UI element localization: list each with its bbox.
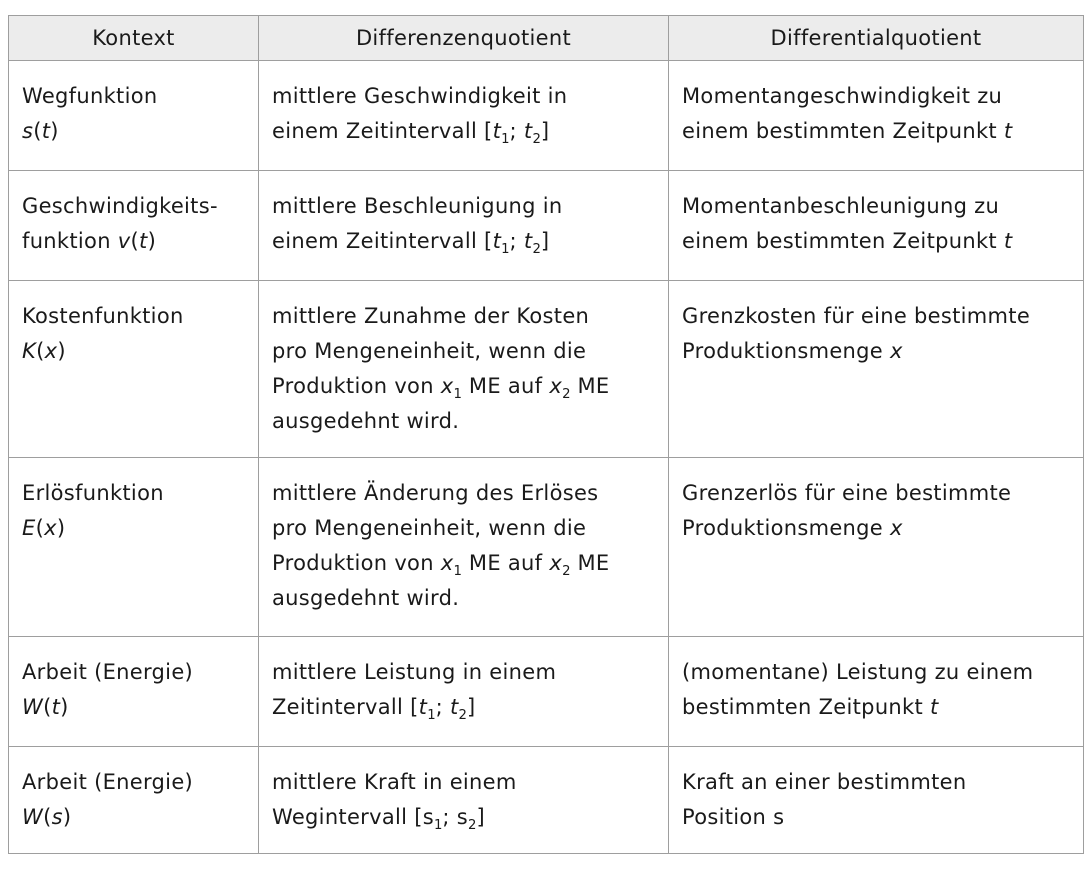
- cell-line: Produktionsmenge x: [682, 516, 903, 540]
- cell-differentialquotient: [669, 281, 1084, 458]
- table-row: [9, 281, 1084, 458]
- cell-line: Erlösfunktion: [22, 481, 164, 505]
- cell-differenzenquotient: [259, 61, 669, 171]
- cell-kontext: [9, 458, 259, 637]
- cell-differenzenquotient: [259, 281, 669, 458]
- cell-differentialquotient: [669, 747, 1084, 854]
- cell-differentialquotient: [669, 458, 1084, 637]
- cell-line: Geschwindigkeits-: [22, 194, 218, 218]
- cell-line: mittlere Änderung des Erlöses: [272, 481, 599, 505]
- cell-differenzenquotient: [259, 458, 669, 637]
- cell-line: Zeitintervall [$t_1$; $t_2$]: [272, 695, 476, 724]
- column-header-kontext: Kontext: [9, 16, 259, 61]
- cell-line: Produktion von $x_1$ ME auf $x_2$ ME: [272, 374, 610, 403]
- cell-kontext: [9, 281, 259, 458]
- table-row: [9, 61, 1084, 171]
- cell-kontext: [9, 637, 259, 747]
- cell-line: mittlere Leistung in einem: [272, 660, 557, 684]
- table-row: [9, 171, 1084, 281]
- table-row: [9, 747, 1084, 854]
- cell-line: s(t): [22, 119, 59, 143]
- cell-line: pro Mengeneinheit, wenn die: [272, 339, 587, 363]
- cell-kontext: [9, 61, 259, 171]
- cell-kontext: [9, 747, 259, 854]
- column-header-differenzenquotient: Differenzenquotient: [259, 16, 669, 61]
- cell-differentialquotient: [669, 171, 1084, 281]
- cell-line: einem Zeitintervall [$t_1$; $t_2$]: [272, 229, 550, 258]
- cell-line: Momentangeschwindigkeit zu: [682, 84, 1003, 108]
- cell-line: ausgedehnt wird.: [272, 586, 460, 610]
- cell-line: Wegfunktion: [22, 84, 158, 108]
- cell-line: Position s: [682, 805, 785, 829]
- table-row: [9, 458, 1084, 637]
- quotient-context-table: [8, 15, 1084, 854]
- cell-line: Arbeit (Energie): [22, 660, 194, 684]
- quotient-context-table-wrap: [8, 15, 1084, 854]
- cell-line: K(x): [22, 339, 66, 363]
- cell-line: Arbeit (Energie): [22, 770, 194, 794]
- column-header-differentialquotient: Differentialquotient: [669, 16, 1084, 61]
- cell-differentialquotient: [669, 637, 1084, 747]
- cell-line: einem bestimmten Zeitpunkt t: [682, 229, 1013, 253]
- cell-line: Grenzkosten für eine bestimmte: [682, 304, 1031, 328]
- cell-line: einem Zeitintervall [$t_1$; $t_2$]: [272, 119, 550, 148]
- cell-line: E(x): [22, 516, 66, 540]
- cell-differenzenquotient: [259, 747, 669, 854]
- cell-line: bestimmten Zeitpunkt t: [682, 695, 939, 719]
- cell-line: Kostenfunktion: [22, 304, 184, 328]
- cell-line: Kraft an einer bestimmten: [682, 770, 967, 794]
- cell-line: W(s): [22, 805, 72, 829]
- cell-line: Grenzerlös für eine bestimmte: [682, 481, 1012, 505]
- cell-line: funktion v(t): [22, 229, 157, 253]
- cell-line: mittlere Geschwindigkeit in: [272, 84, 568, 108]
- cell-line: Produktionsmenge x: [682, 339, 903, 363]
- cell-line: Wegintervall [$s_1$; $s_2$]: [272, 805, 485, 834]
- cell-line: einem bestimmten Zeitpunkt t: [682, 119, 1013, 143]
- cell-differentialquotient: [669, 61, 1084, 171]
- cell-line: ausgedehnt wird.: [272, 409, 460, 433]
- cell-line: pro Mengeneinheit, wenn die: [272, 516, 587, 540]
- cell-differenzenquotient: [259, 637, 669, 747]
- cell-line: mittlere Zunahme der Kosten: [272, 304, 590, 328]
- cell-line: mittlere Kraft in einem: [272, 770, 517, 794]
- cell-kontext: [9, 171, 259, 281]
- cell-line: mittlere Beschleunigung in: [272, 194, 563, 218]
- table-row: [9, 637, 1084, 747]
- cell-line: Momentanbeschleunigung zu: [682, 194, 1000, 218]
- cell-line: W(t): [22, 695, 69, 719]
- cell-line: Produktion von $x_1$ ME auf $x_2$ ME: [272, 551, 610, 580]
- cell-differenzenquotient: [259, 171, 669, 281]
- header-row: [9, 16, 1084, 61]
- table-body: [9, 61, 1084, 854]
- cell-line: (momentane) Leistung zu einem: [682, 660, 1034, 684]
